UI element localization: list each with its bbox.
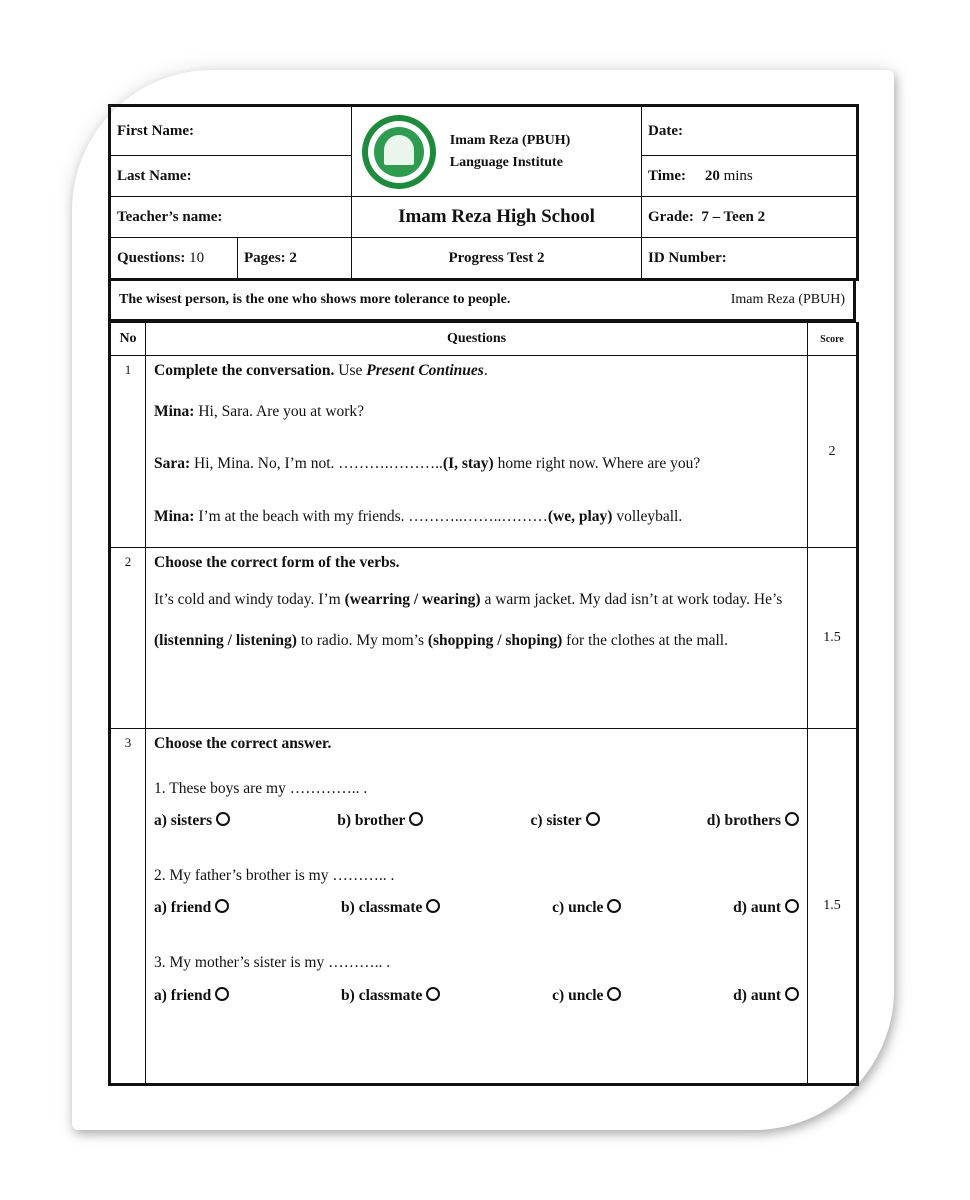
option-a[interactable]: a) friend xyxy=(154,987,229,1006)
question-2-body: Choose the correct form of the verbs. It’s cold and windy today. I’m (wearring / wearing) a warm jacket. My dad isn’t at work today. He’s (listenning / listening) to radio. My mom’s (shopping / shoping) for the clothes at the mall. xyxy=(146,548,808,729)
test-sheet xyxy=(108,104,856,1086)
grade-field: Grade: 7 – Teen 2 xyxy=(642,197,858,238)
col-score: Score xyxy=(808,323,858,356)
mcq-options xyxy=(154,812,799,831)
question-3-body: Choose the correct answer. 1. These boys are my ………….. . a) sisters b) brother c) sister d) brothers 2. My father’s brother is my ……….. . a) friend b) classmate c) uncle d) aunt 3. My mother’s sister is my ……….. . a) friend b) classmate c) uncle d) aunt xyxy=(146,729,808,1085)
institute-name: Imam Reza (PBUH) Language Institute xyxy=(449,132,571,170)
mcq-question: 2. My father’s brother is my ……….. . xyxy=(154,866,395,884)
option-d[interactable]: d) aunt xyxy=(733,899,799,918)
question-row-1 xyxy=(110,356,858,548)
radio-circle-icon xyxy=(586,812,600,826)
radio-circle-icon xyxy=(607,899,621,913)
option-b[interactable]: b) classmate xyxy=(341,899,440,918)
teachers-name-field[interactable]: Teacher’s name: xyxy=(110,197,352,238)
radio-circle-icon xyxy=(409,812,423,826)
option-c[interactable]: c) uncle xyxy=(552,987,621,1006)
radio-circle-icon xyxy=(215,987,229,1001)
quote-bar xyxy=(108,281,856,322)
id-number-field[interactable]: ID Number: xyxy=(642,238,858,280)
question-number: 2 xyxy=(110,548,146,729)
col-no: No xyxy=(110,323,146,356)
option-b[interactable]: b) brother xyxy=(337,812,423,831)
date-field[interactable]: Date: xyxy=(642,106,858,156)
radio-circle-icon xyxy=(215,899,229,913)
questions-count: Questions: 10 xyxy=(110,238,238,280)
option-d[interactable]: d) aunt xyxy=(733,987,799,1006)
option-d[interactable]: d) brothers xyxy=(707,812,799,831)
mcq-options xyxy=(154,987,799,1006)
quote-author: Imam Reza (PBUH) xyxy=(730,292,845,307)
mcq-question: 1. These boys are my ………….. . xyxy=(154,779,368,797)
radio-circle-icon xyxy=(426,899,440,913)
last-name-field[interactable]: Last Name: xyxy=(110,156,352,197)
question-score: 2 xyxy=(808,356,858,548)
radio-circle-icon xyxy=(216,812,230,826)
question-number: 3 xyxy=(110,729,146,1085)
mcq-options xyxy=(154,899,799,918)
col-questions: Questions xyxy=(146,323,808,356)
pages-count: Pages: 2 xyxy=(238,238,352,280)
questions-table xyxy=(108,322,859,1086)
radio-circle-icon xyxy=(785,987,799,1001)
question-1-body: Complete the conversation. Use Present Continues. Mina: Hi, Sara. Are you at work? Sara: Hi, Mina. No, I’m not. ……….………..(I, stay) home right now. Where are you? Mina: I’m at the beach with my friends. ………..……..………(we, play) volleyball. xyxy=(146,356,808,548)
mcq-question: 3. My mother’s sister is my ……….. . xyxy=(154,953,391,971)
institute-logo-cell xyxy=(352,106,642,197)
radio-circle-icon xyxy=(785,812,799,826)
institute-logo xyxy=(362,115,436,189)
question-row-2 xyxy=(110,548,858,729)
header-table xyxy=(108,104,859,281)
radio-circle-icon xyxy=(785,899,799,913)
quote-text: The wisest person, is the one who shows more tolerance to people. xyxy=(119,292,511,307)
option-b[interactable]: b) classmate xyxy=(341,987,440,1006)
question-score: 1.5 xyxy=(808,729,858,1085)
question-number: 1 xyxy=(110,356,146,548)
option-a[interactable]: a) sisters xyxy=(154,812,230,831)
radio-circle-icon xyxy=(426,987,440,1001)
test-name: Progress Test 2 xyxy=(352,238,642,280)
option-c[interactable]: c) sister xyxy=(530,812,599,831)
time-field: Time: 20 mins xyxy=(642,156,858,197)
question-row-3 xyxy=(110,729,858,1085)
option-c[interactable]: c) uncle xyxy=(552,899,621,918)
question-score: 1.5 xyxy=(808,548,858,729)
option-a[interactable]: a) friend xyxy=(154,899,229,918)
radio-circle-icon xyxy=(607,987,621,1001)
school-name: Imam Reza High School xyxy=(352,197,642,238)
first-name-field[interactable]: First Name: xyxy=(110,106,352,156)
